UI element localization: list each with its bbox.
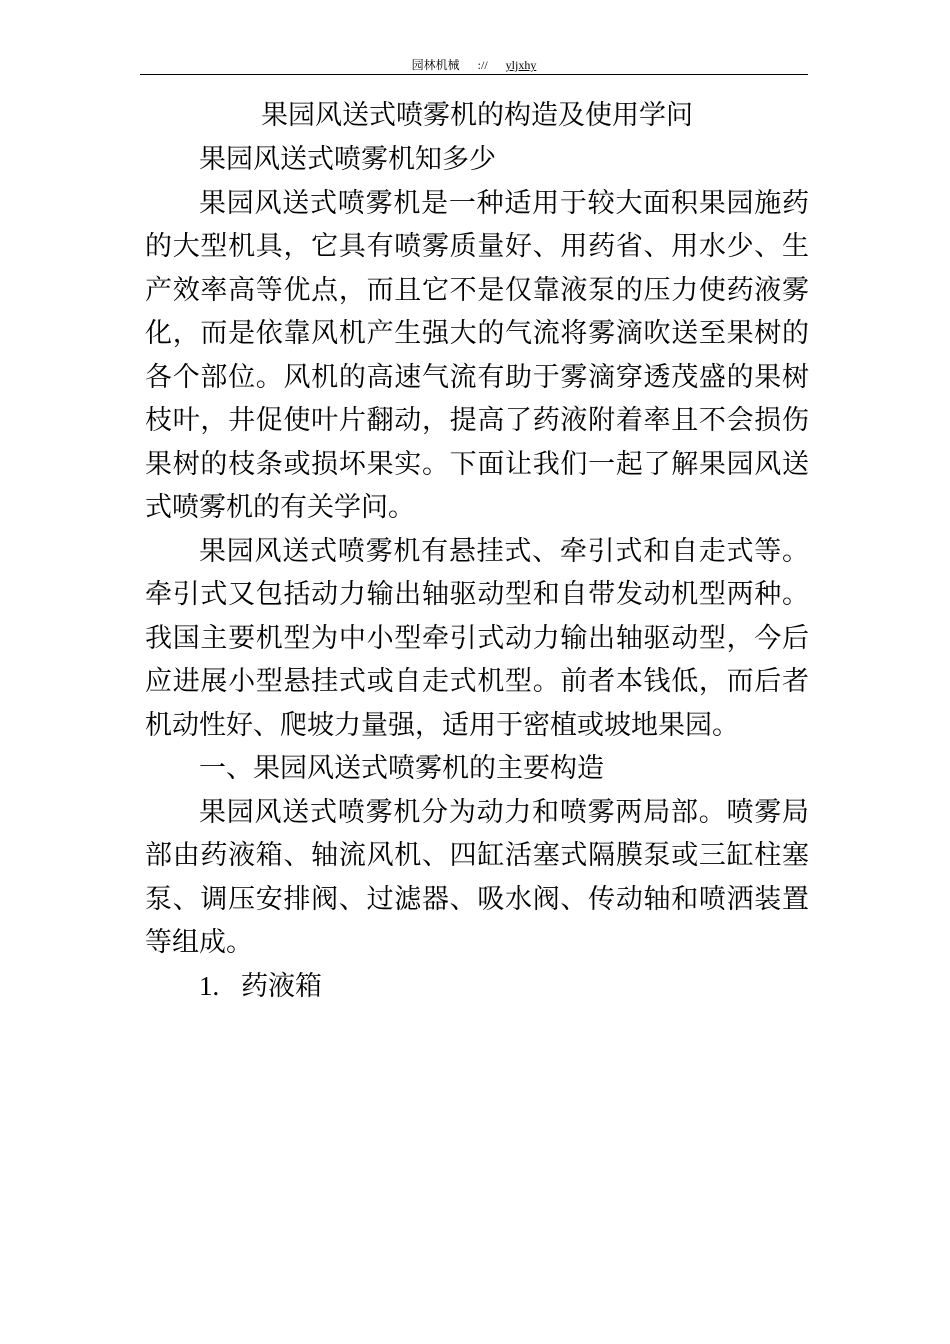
section-heading: 一、果园风送式喷雾机的主要构造 xyxy=(199,753,604,784)
header-site-name: 园林机械 xyxy=(411,58,460,72)
intro-paragraph: 果园风送式喷雾机是一种适用于较大面积果园施药的大型机具，它具有喷雾质量好、用药省、用水少、生产效率高等优点，而且它不是仅靠液泵的压力使药液雾化，而是依靠风机产生强大的气流将雾滴吹送至果树的各个部位。风机的高速气流有助于雾滴穿透茂盛的果树枝叶，井促使叶片翻动，提高了药液附着率且不会损伤果树的枝条或损坏果实。下面让我们一起了解果园风送式喷雾机的有关学问。 xyxy=(145,187,809,523)
document-subtitle: 果园风送式喷雾机知多少 xyxy=(199,144,496,175)
document-body xyxy=(145,96,809,1008)
page-header xyxy=(140,58,808,75)
section-paragraph: 果园风送式喷雾机分为动力和喷雾两局部。喷雾局部由药液箱、轴流风机、四缸活塞式隔膜泵或三缸柱塞泵、调压安排阀、过滤器、吸水阀、传动轴和喷洒装置等组成。 xyxy=(145,796,809,958)
header-separator: :// xyxy=(477,58,488,72)
list-item-label: 药液箱 xyxy=(241,970,322,1002)
document-title: 果园风送式喷雾机的构造及使用学问 xyxy=(261,100,693,131)
list-item-number: 1. xyxy=(199,970,220,1001)
types-paragraph: 果园风送式喷雾机有悬挂式、牵引式和自走式等。牵引式又包括动力输出轴驱动型和自带发动机型两种。我国主要机型为中小型牵引式动力输出轴驱动型，今后应进展小型悬挂式或自走式机型。前者本钱低，而后者机动性好、爬坡力量强，适用于密植或坡地果园。 xyxy=(145,535,809,741)
list-item xyxy=(145,965,809,1009)
header-domain-link[interactable]: yljxhy xyxy=(505,58,537,72)
